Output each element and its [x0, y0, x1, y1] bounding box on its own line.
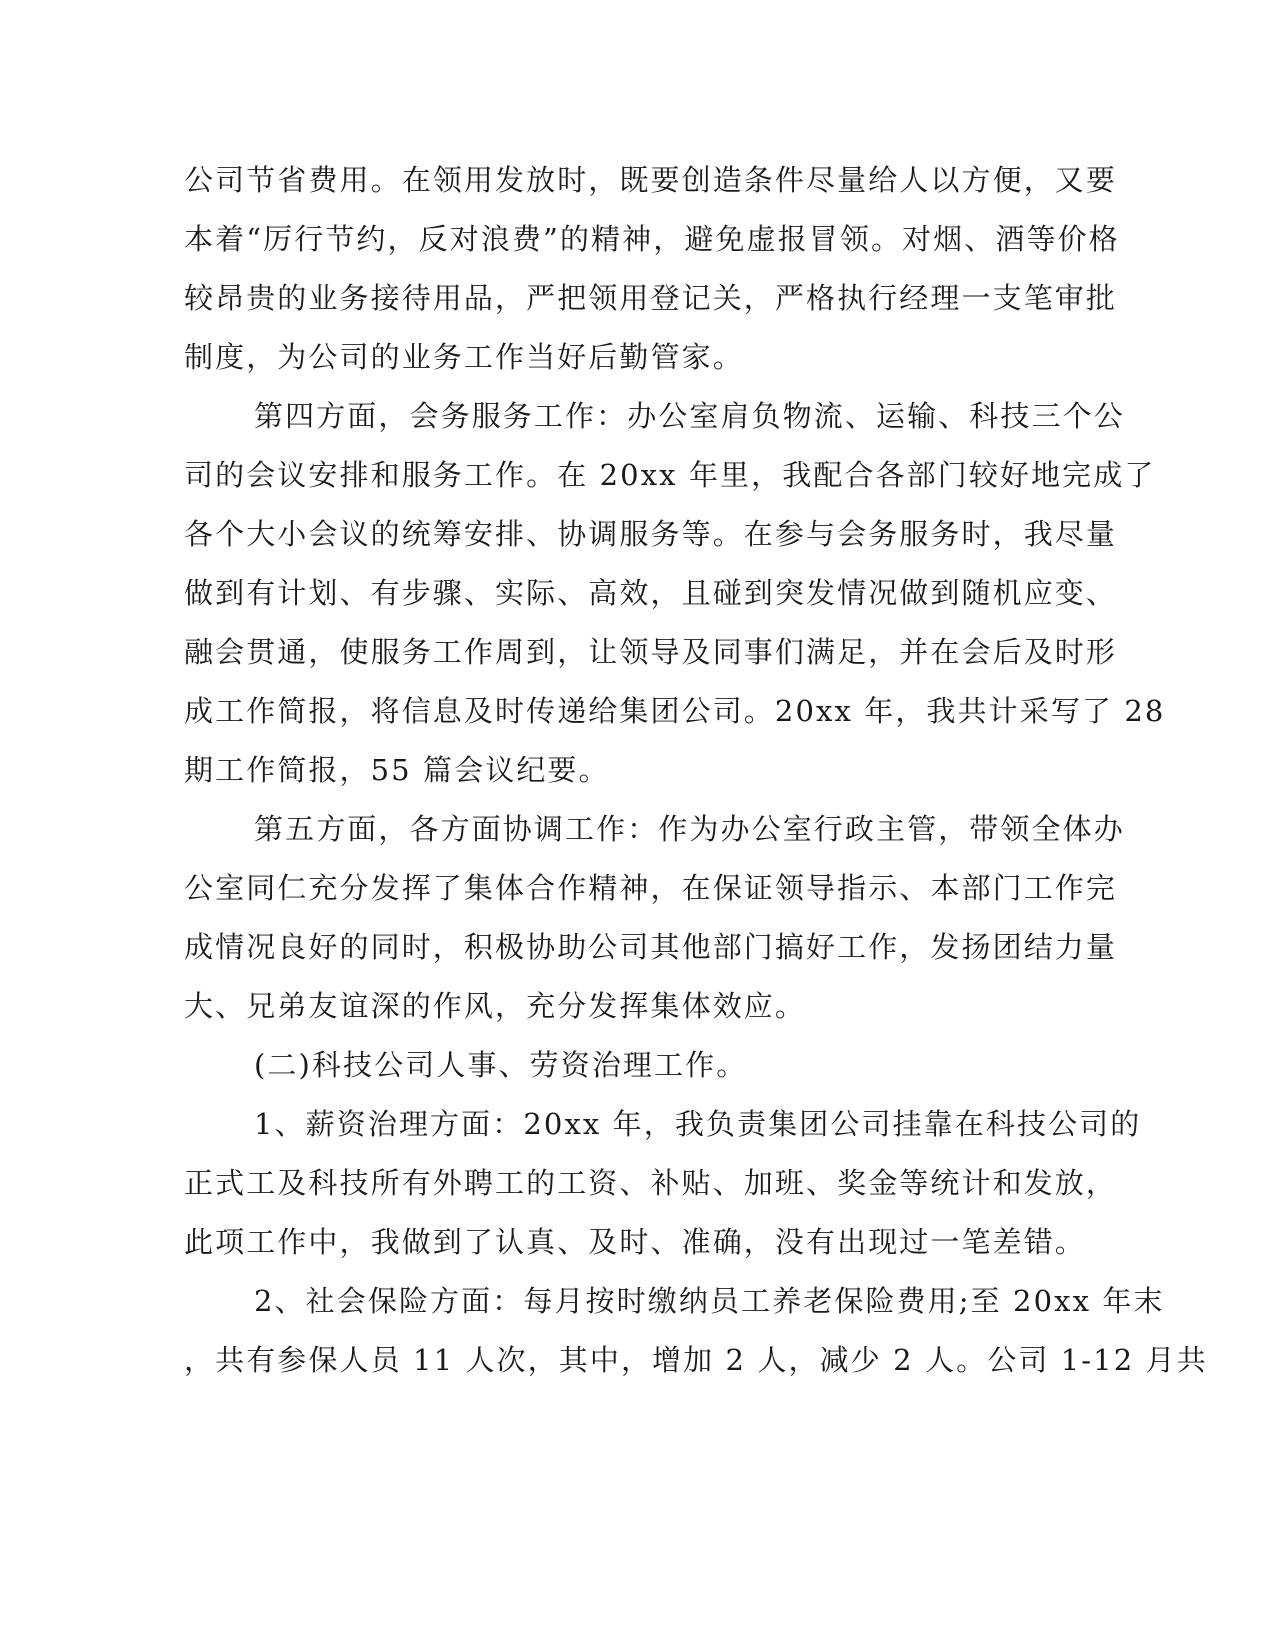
text-line: 司的会议安排和服务工作。在 20xx 年里，我配合各部门较好地完成了 [184, 458, 1156, 492]
paragraph-start-line: 1、薪资治理方面：20xx 年，我负责集团公司挂靠在科技公司的 [254, 1107, 1142, 1141]
text-line: 成情况良好的同时，积极协助公司其他部门搞好工作，发扬团结力量 [184, 930, 1118, 964]
text-line: 大、兄弟友谊深的作风，充分发挥集体效应。 [184, 989, 807, 1023]
text-line: 公室同仁充分发挥了集体合作精神，在保证领导指示、本部门工作完 [184, 871, 1118, 905]
text-line: 融会贯通，使服务工作周到，让领导及同事们满足，并在会后及时形 [184, 635, 1118, 669]
paragraph-start-line: 2、社会保险方面：每月按时缴纳员工养老保险费用;至 20xx 年末 [254, 1284, 1165, 1318]
text-line: ，共有参保人员 11 人次，其中，增加 2 人，减少 2 人。公司 1-12 月共 [184, 1343, 1208, 1377]
text-line: 本着“厉行节约，反对浪费”的精神，避免虚报冒领。对烟、酒等价格 [184, 222, 1120, 256]
section-heading: (二)科技公司人事、劳资治理工作。 [254, 1048, 748, 1082]
text-line: 各个大小会议的统筹安排、协调服务等。在参与会务服务时，我尽量 [184, 517, 1118, 551]
paragraph-start-line: 第四方面，会务服务工作：办公室肩负物流、运输、科技三个公 [254, 399, 1125, 433]
text-line: 较昂贵的业务接待用品，严把领用登记关，严格执行经理一支笔审批 [184, 281, 1118, 315]
text-line: 期工作简报，55 篇会议纪要。 [184, 753, 610, 787]
text-line: 成工作简报，将信息及时传递给集团公司。20xx 年，我共计采写了 28 [184, 694, 1166, 728]
text-line: 此项工作中，我做到了认真、及时、准确，没有出现过一笔差错。 [184, 1225, 1086, 1259]
paragraph-start-line: 第五方面，各方面协调工作：作为办公室行政主管，带领全体办 [254, 812, 1125, 846]
text-line: 正式工及科技所有外聘工的工资、补贴、加班、奖金等统计和发放， [184, 1166, 1118, 1200]
text-line: 制度，为公司的业务工作当好后勤管家。 [184, 340, 744, 374]
text-line: 公司节省费用。在领用发放时，既要创造条件尽量给人以方便，又要 [184, 163, 1118, 197]
text-line: 做到有计划、有步骤、实际、高效，且碰到突发情况做到随机应变、 [184, 576, 1118, 610]
